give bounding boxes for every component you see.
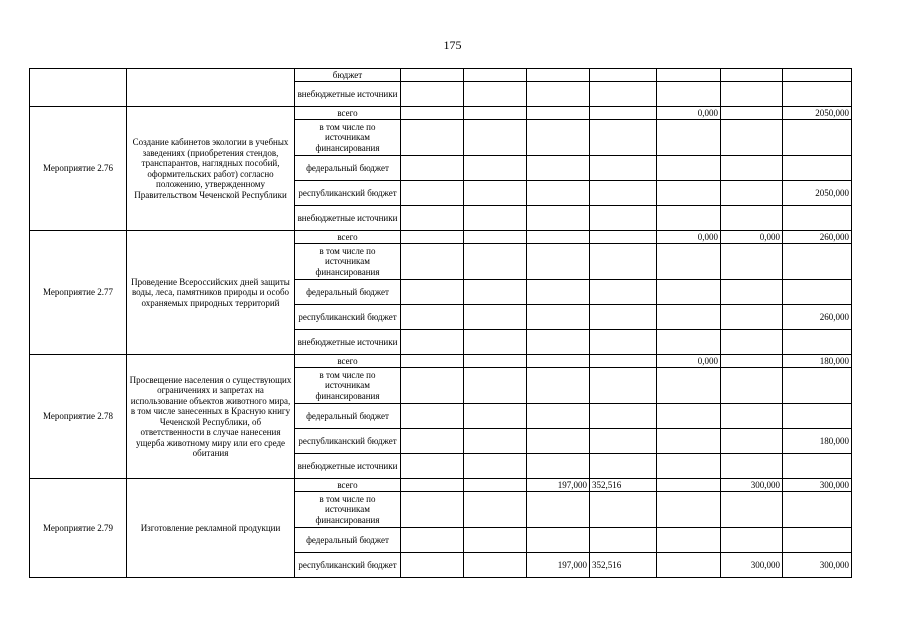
value-cell (464, 454, 527, 479)
value-cell (721, 330, 783, 355)
source-cell: всего (295, 355, 401, 368)
value-cell (657, 305, 721, 330)
value-cell (401, 156, 464, 181)
value-cell (783, 330, 852, 355)
value-cell (401, 429, 464, 454)
value-cell (590, 120, 657, 156)
value-cell (657, 429, 721, 454)
value-cell (527, 120, 590, 156)
value-cell (590, 107, 657, 120)
value-cell (464, 404, 527, 429)
value-cell (464, 181, 527, 206)
activity-id-cell: Мероприятие 2.79 (30, 479, 127, 578)
value-cell (721, 156, 783, 181)
value-cell (657, 553, 721, 578)
value-cell (401, 69, 464, 82)
value-cell (527, 429, 590, 454)
value-cell (590, 330, 657, 355)
value-cell (590, 244, 657, 280)
value-cell: 260,000 (783, 305, 852, 330)
value-cell (590, 404, 657, 429)
value-cell (783, 156, 852, 181)
source-cell: федеральный бюджет (295, 156, 401, 181)
value-cell (590, 454, 657, 479)
value-cell (464, 330, 527, 355)
value-cell: 300,000 (721, 553, 783, 578)
value-cell (590, 492, 657, 528)
value-cell: 2050,000 (783, 181, 852, 206)
value-cell (464, 528, 527, 553)
source-cell: федеральный бюджет (295, 528, 401, 553)
value-cell (657, 280, 721, 305)
value-cell (401, 107, 464, 120)
value-cell (401, 404, 464, 429)
value-cell (527, 156, 590, 181)
value-cell (401, 528, 464, 553)
value-cell (783, 244, 852, 280)
value-cell (464, 107, 527, 120)
activity-name-cell: Проведение Всероссийских дней защиты воды, леса, памятников природы и особо охраняемых природных территорий (127, 231, 295, 355)
source-cell: бюджет (295, 69, 401, 82)
table-row (30, 479, 852, 492)
value-cell (527, 206, 590, 231)
value-cell (401, 82, 464, 107)
value-cell (401, 120, 464, 156)
activity-name-cell: Создание кабинетов экологии в учебных заведениях (приобретения стендов, транспарантов, наглядных пособий, оформительских работ) согласно положению, утвержденному Правительством Чеченской Республики (127, 107, 295, 231)
source-cell: всего (295, 231, 401, 244)
source-cell: в том числе по источникам финансирования (295, 244, 401, 280)
value-cell (464, 120, 527, 156)
value-cell (401, 280, 464, 305)
value-cell (401, 479, 464, 492)
source-cell: в том числе по источникам финансирования (295, 120, 401, 156)
value-cell (401, 206, 464, 231)
value-cell (783, 454, 852, 479)
value-cell (590, 181, 657, 206)
value-cell (590, 355, 657, 368)
value-cell (527, 69, 590, 82)
value-cell (527, 330, 590, 355)
table-row (30, 69, 852, 82)
value-cell (657, 330, 721, 355)
value-cell (527, 528, 590, 553)
value-cell (464, 479, 527, 492)
value-cell (721, 492, 783, 528)
value-cell: 0,000 (657, 231, 721, 244)
source-cell: федеральный бюджет (295, 404, 401, 429)
value-cell (527, 280, 590, 305)
value-cell (657, 492, 721, 528)
value-cell (464, 244, 527, 280)
value-cell: 300,000 (721, 479, 783, 492)
value-cell (590, 280, 657, 305)
value-cell (401, 492, 464, 528)
value-cell (464, 231, 527, 244)
value-cell (527, 181, 590, 206)
value-cell (590, 206, 657, 231)
value-cell: 300,000 (783, 479, 852, 492)
value-cell (657, 404, 721, 429)
value-cell: 352,516 (590, 553, 657, 578)
value-cell (464, 280, 527, 305)
value-cell: 0,000 (657, 107, 721, 120)
value-cell (464, 553, 527, 578)
value-cell (590, 69, 657, 82)
value-cell (527, 355, 590, 368)
value-cell (527, 231, 590, 244)
value-cell (721, 454, 783, 479)
value-cell (721, 528, 783, 553)
value-cell (527, 368, 590, 404)
value-cell: 197,000 (527, 553, 590, 578)
value-cell (783, 404, 852, 429)
value-cell (657, 181, 721, 206)
source-cell: всего (295, 479, 401, 492)
value-cell (657, 528, 721, 553)
activity-id-cell (30, 69, 127, 107)
source-cell: внебюджетные источники (295, 206, 401, 231)
value-cell (721, 429, 783, 454)
value-cell (401, 181, 464, 206)
value-cell (527, 454, 590, 479)
value-cell (464, 305, 527, 330)
activity-id-cell: Мероприятие 2.76 (30, 107, 127, 231)
value-cell (657, 120, 721, 156)
value-cell (527, 404, 590, 429)
source-cell: республиканский бюджет (295, 553, 401, 578)
value-cell (401, 330, 464, 355)
value-cell (657, 206, 721, 231)
value-cell (527, 492, 590, 528)
value-cell: 180,000 (783, 429, 852, 454)
value-cell (721, 206, 783, 231)
value-cell (783, 69, 852, 82)
value-cell (590, 368, 657, 404)
value-cell: 180,000 (783, 355, 852, 368)
source-cell: федеральный бюджет (295, 280, 401, 305)
value-cell (590, 231, 657, 244)
value-cell (527, 107, 590, 120)
value-cell (721, 280, 783, 305)
value-cell (721, 368, 783, 404)
value-cell (527, 244, 590, 280)
page-number: 175 (443, 38, 462, 52)
source-cell: республиканский бюджет (295, 181, 401, 206)
value-cell (721, 305, 783, 330)
value-cell (401, 231, 464, 244)
value-cell (721, 355, 783, 368)
value-cell (464, 156, 527, 181)
value-cell (721, 181, 783, 206)
value-cell (657, 69, 721, 82)
value-cell: 260,000 (783, 231, 852, 244)
value-cell (783, 120, 852, 156)
table-row (30, 355, 852, 368)
value-cell (590, 82, 657, 107)
value-cell (721, 120, 783, 156)
value-cell (783, 82, 852, 107)
activity-name-cell: Изготовление рекламной продукции (127, 479, 295, 578)
value-cell (527, 305, 590, 330)
value-cell: 300,000 (783, 553, 852, 578)
value-cell (783, 492, 852, 528)
source-cell: всего (295, 107, 401, 120)
value-cell (721, 82, 783, 107)
activity-name-cell (127, 69, 295, 107)
value-cell (657, 244, 721, 280)
value-cell (783, 280, 852, 305)
source-cell: в том числе по источникам финансирования (295, 368, 401, 404)
value-cell (783, 206, 852, 231)
value-cell (527, 82, 590, 107)
value-cell (721, 404, 783, 429)
value-cell (464, 82, 527, 107)
table-row (30, 231, 852, 244)
value-cell (590, 305, 657, 330)
value-cell (590, 156, 657, 181)
value-cell (464, 492, 527, 528)
value-cell (590, 528, 657, 553)
value-cell (590, 429, 657, 454)
value-cell (657, 82, 721, 107)
value-cell (657, 156, 721, 181)
value-cell (401, 454, 464, 479)
value-cell (464, 206, 527, 231)
value-cell: 2050,000 (783, 107, 852, 120)
value-cell (464, 355, 527, 368)
value-cell (721, 69, 783, 82)
value-cell (464, 368, 527, 404)
source-cell: внебюджетные источники (295, 330, 401, 355)
value-cell (721, 107, 783, 120)
activity-name-cell: Просвещение населения о существующих ограничениях и запретах на использование объектов животного мира, в том числе занесенных в Красную книгу Чеченской Республики, об ответственности в случае нанесения ущерба животному миру или его среде обитания (127, 355, 295, 479)
source-cell: внебюджетные источники (295, 82, 401, 107)
source-cell: внебюджетные источники (295, 454, 401, 479)
value-cell (783, 528, 852, 553)
value-cell (464, 69, 527, 82)
value-cell (401, 305, 464, 330)
source-cell: республиканский бюджет (295, 429, 401, 454)
activity-id-cell: Мероприятие 2.77 (30, 231, 127, 355)
value-cell (657, 368, 721, 404)
value-cell (783, 368, 852, 404)
value-cell (464, 429, 527, 454)
value-cell (401, 355, 464, 368)
value-cell (401, 368, 464, 404)
table-row (30, 107, 852, 120)
budget-table (29, 68, 852, 578)
source-cell: республиканский бюджет (295, 305, 401, 330)
value-cell: 352,516 (590, 479, 657, 492)
value-cell: 197,000 (527, 479, 590, 492)
value-cell: 0,000 (721, 231, 783, 244)
source-cell: в том числе по источникам финансирования (295, 492, 401, 528)
value-cell (721, 244, 783, 280)
value-cell (401, 553, 464, 578)
value-cell (401, 244, 464, 280)
activity-id-cell: Мероприятие 2.78 (30, 355, 127, 479)
value-cell (657, 454, 721, 479)
value-cell (657, 479, 721, 492)
value-cell: 0,000 (657, 355, 721, 368)
